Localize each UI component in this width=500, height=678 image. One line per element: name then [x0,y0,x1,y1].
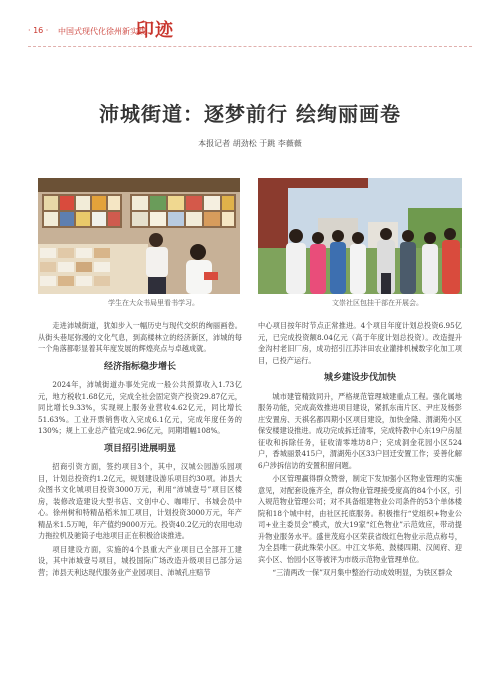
community-meeting-photo [258,178,462,294]
projects-paragraph-2: 项目建设方面，实施的4个县重大产业项目已全部开工建设，其中沛城壹号项目，城投国际广场改造升级项目已部分运营；沛县天利达现代服务业产业园项目、沛城孔庄赔节 [38,544,242,577]
construction-paragraph-2: 小区管理赢得群众赞誉，制定下发加强小区物业管理的实施意见，对配套设施齐全，群众物业管理接受度高的84个小区，引入规范物业管理公司；对不具备组建物业公司条件的53个单体楼院和18个城中村，由社区托底服务。积极推行“党组织+物业公司+业主委员会”模式，放大19家“红色物业”示范效应，带动提升物业服务水平。盛世茂庭小区荣获省级红色物业示范点称号，为全县唯一获此殊荣小区。中江文华苑、鼓楼四期、汉阅府、迎宾小区、怡园小区等被评为市级示范物业管理单位。 [258,474,462,564]
intro-paragraph: 走进沛城街道，犹如步入一幅历史与现代交织的绚丽画卷。从街头巷尾弥漫的文化气息，到高楼林立的经济新区，沛城的每一个角落都彰显着其年度发展的辉煌亮点与卓越成就。 [38,321,242,353]
right-column [258,320,462,581]
left-photo-caption: 学生在大众书局里看书学习。 [108,299,199,307]
section-name: 中国式现代化徐州新实践 [58,27,146,36]
article-byline: 本报记者 胡劲松 于跳 李薇薇 [198,139,302,148]
section-heading-projects: 项目招引进展明显 [103,443,176,454]
projects-paragraph-1: 招商引资方面，签约项目3个，其中，汉城公园游乐园项目，计划总投资约1.2亿元，规划建设游乐项目约30项。沛县大众图书文化城项目投资3000万元，利用“沛城壹号”项目区楼房，装修改造建设大型书店、文创中心、咖啡厅、书城会员中心。徐州树和特精品稻米加工项目，计划投资3000万元，年产精品米1.5万吨，年产值约9000万元。投资40.2亿元的农用电动力拖拉机及驰筒子电池项目正在积极洽谈推进。 [38,462,242,540]
construction-paragraph-3: “三清两改一保”双月集中整治行动成效明显，为铁区群众 [272,568,453,577]
brand-logo: 印迹 [136,20,174,41]
left-column [38,320,242,580]
section-heading-economy: 经济指标稳步增长 [103,361,176,372]
section-heading-construction: 城乡建设步伐加快 [323,373,396,383]
right-photo-caption: 文崇社区包挂干部在开展会。 [332,299,423,307]
article-title: 沛城街道：逐梦前行 绘绚丽画卷 [99,102,401,126]
page-header [0,14,500,54]
header-divider [28,46,472,47]
bookstore-illustration [38,178,240,294]
projects-continued-paragraph: 中心项目按年时节点正常推进。4个项目年度计划总投资6.95亿元，已完成投资额8.04亿元（高于年度计划总投资）。改造提升金沟村老旧厂房，成功招引江苏沣田农业灌排机械数字化加工项目，已投产运行。 [258,321,462,365]
bookstore-photo [38,178,240,294]
construction-paragraph-1: 城市建管精致同升，严格规范管理城建重点工程。强化属地服务功能，完成高效推进项目建设，紧抓东南片区、尹庄及杨彭庄安置房、天祺名都四期小区项目建设，加快金隆、渭湖苑小区保安楼建设推进。成功完成拆迁清零，完成特教中心东19户房屋征收和拆除任务，征收清零堆坊8户；完成洞金花园小区524户，香城丽景415户，渭湖苑小区33户回迁安置工作；妥善化解6户涉拆信访的安置积留问题。 [258,391,462,470]
economy-paragraph: 2024年，沛城街道办事处完成一般公共预算收入1.73亿元，地方税收1.68亿元，完成全社会固定资产投资29.87亿元，同比增长9.33%，实现规上服务业营收4.62亿元，同比增长51.63%。工业开票销售收入完成6.1亿元，完成年度任务的130%；规上工业总产值完成2.96亿元，同期增幅108%。 [38,380,242,435]
page-number: · 16 · [28,26,49,35]
community-illustration [258,178,462,294]
